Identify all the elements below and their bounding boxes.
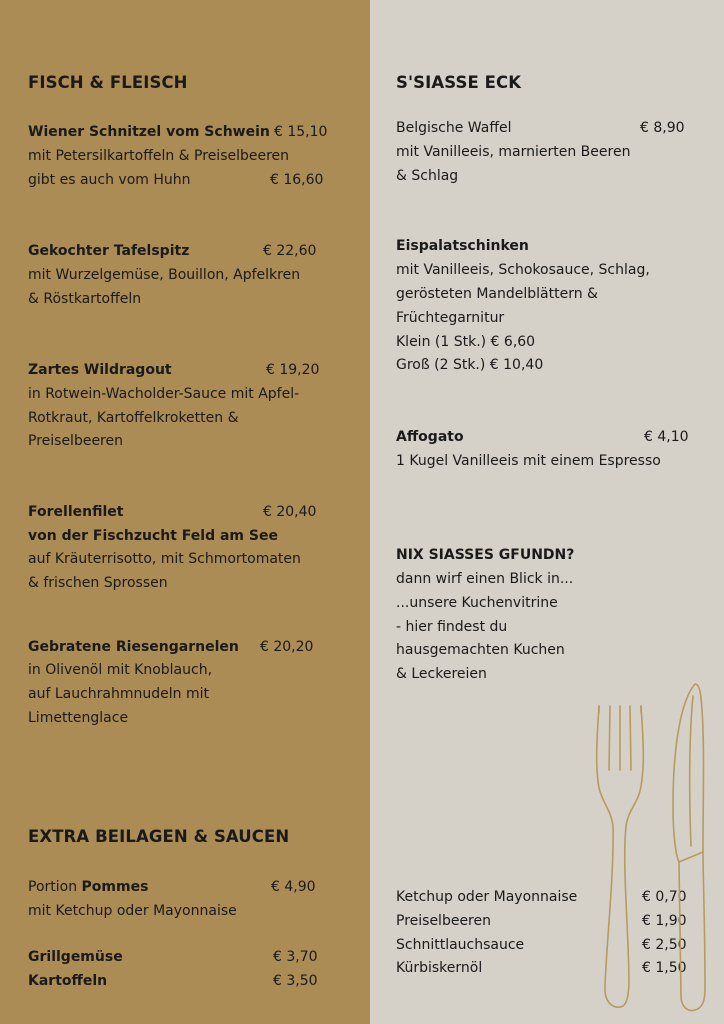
item-desc-waffel: mit Vanilleeis, marnierten Beeren [396, 144, 631, 160]
item-desc-forelle: & frischen Sprossen [28, 575, 168, 591]
section-heading-fisch-fleisch: FISCH & FLEISCH [28, 73, 188, 92]
item-desc-wildragout: Preiselbeeren [28, 433, 123, 449]
nix-siasses-line: hausgemachten Kuchen [396, 642, 565, 658]
item-name-kartoffeln: Kartoffeln [28, 973, 108, 989]
section-heading-siasse-eck: S'SIASSE ECK [396, 73, 522, 92]
item-prefix-pommes: Portion [28, 879, 82, 895]
item-size-large: Groß (2 Stk.) € 10,40 [396, 357, 544, 373]
item-name-waffel: Belgische Waffel [396, 120, 512, 136]
item-price-forelle: € 20,40 [263, 504, 317, 520]
item-name-affogato: Affogato [396, 429, 464, 445]
item-name-forelle-origin: von der Fischzucht Feld am See [28, 528, 278, 544]
item-desc-eispalatschinken: Früchtegarnitur [396, 310, 505, 326]
item-price-pommes: € 4,90 [271, 879, 316, 895]
nix-siasses-line: dann wirf einen Blick in... [396, 571, 574, 587]
item-price-waffel: € 8,90 [640, 120, 685, 136]
item-name-garnelen: Gebratene Riesengarnelen [28, 639, 239, 655]
item-price-schnitzel: € 15,10 [274, 124, 328, 140]
sauce-price: € 2,50 [642, 937, 687, 953]
item-desc-schnitzel: mit Petersilkartoffeln & Preiselbeeren [28, 148, 290, 164]
item-size-small: Klein (1 Stk.) € 6,60 [396, 334, 536, 350]
item-desc-pommes: mit Ketchup oder Mayonnaise [28, 903, 237, 919]
item-desc-wildragout: in Rotwein-Wacholder-Sauce mit Apfel- [28, 386, 300, 402]
cutlery-icon [585, 676, 715, 1016]
sauce-price: € 1,90 [642, 913, 687, 929]
item-desc-waffel: & Schlag [396, 168, 459, 184]
item-desc-tafelspitz: mit Wurzelgemüse, Bouillon, Apfelkren [28, 267, 301, 283]
sauce-name: Kürbiskernöl [396, 960, 483, 976]
nix-siasses-heading: NIX SIASSES GFUNDN? [396, 547, 575, 563]
item-name-schnitzel: Wiener Schnitzel vom Schwein [28, 124, 270, 140]
item-price-garnelen: € 20,20 [260, 639, 314, 655]
item-desc-tafelspitz: & Röstkartoffeln [28, 291, 142, 307]
item-name-tafelspitz: Gekochter Tafelspitz [28, 243, 190, 259]
nix-siasses-line: & Leckereien [396, 666, 487, 682]
item-name-grillgemuese: Grillgemüse [28, 949, 123, 965]
sauce-name: Preiselbeeren [396, 913, 491, 929]
item-name-wildragout: Zartes Wildragout [28, 362, 172, 378]
item-price-grillgemuese: € 3,70 [273, 949, 318, 965]
section-heading-extras: EXTRA BEILAGEN & SAUCEN [28, 827, 290, 846]
item-price-tafelspitz: € 22,60 [263, 243, 317, 259]
item-desc-garnelen: in Olivenöl mit Knoblauch, [28, 662, 213, 678]
item-name-eispalatschinken: Eispalatschinken [396, 238, 529, 254]
sauce-price: € 1,50 [642, 960, 687, 976]
item-price-wildragout: € 19,20 [266, 362, 320, 378]
item-desc-garnelen: auf Lauchrahmnudeln mit [28, 686, 209, 702]
item-variant-price-schnitzel: € 16,60 [270, 172, 324, 188]
nix-siasses-line: ...unsere Kuchenvitrine [396, 595, 558, 611]
item-desc-eispalatschinken: gerösteten Mandelblättern & [396, 286, 598, 302]
item-bold-pommes: Pommes [81, 879, 149, 895]
item-name-pommes [28, 876, 148, 900]
item-variant-schnitzel: gibt es auch vom Huhn [28, 172, 191, 188]
item-name-forelle: Forellenfilet [28, 504, 124, 520]
item-desc-affogato: 1 Kugel Vanilleeis mit einem Espresso [396, 453, 661, 469]
sauce-price: € 0,70 [642, 889, 687, 905]
item-price-kartoffeln: € 3,50 [273, 973, 318, 989]
item-desc-forelle: auf Kräuterrisotto, mit Schmortomaten [28, 551, 301, 567]
item-desc-wildragout: Rotkraut, Kartoffelkroketten & [28, 410, 239, 426]
item-desc-eispalatschinken: mit Vanilleeis, Schokosauce, Schlag, [396, 262, 650, 278]
nix-siasses-line: - hier findest du [396, 619, 508, 635]
sauce-name: Ketchup oder Mayonnaise [396, 889, 578, 905]
sauce-name: Schnittlauchsauce [396, 937, 525, 953]
item-price-affogato: € 4,10 [644, 429, 689, 445]
item-desc-garnelen: Limettenglace [28, 710, 129, 726]
